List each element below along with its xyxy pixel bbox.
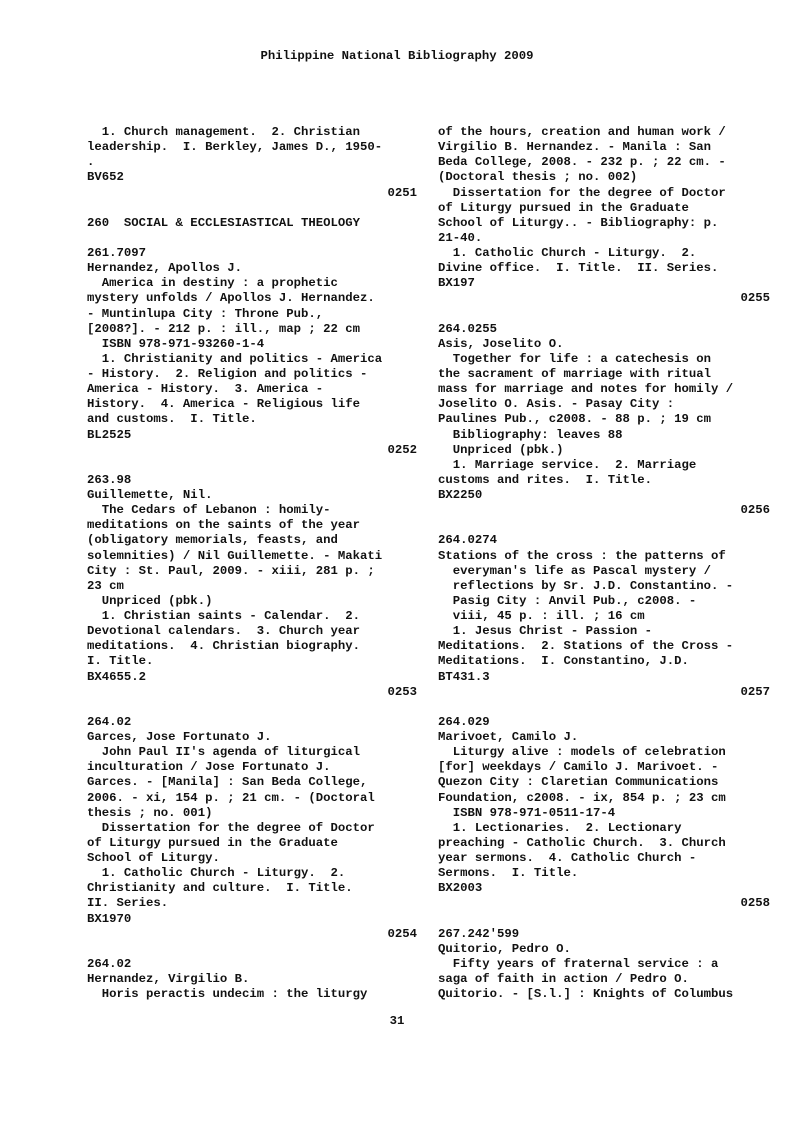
entry-line: leadership. I. Berkley, James D., 1950- bbox=[87, 140, 383, 155]
entry-line: Quitorio, Pedro O. bbox=[438, 941, 571, 956]
entry-number: 0251 bbox=[387, 185, 417, 200]
entry-line: Marivoet, Camilo J. bbox=[438, 730, 579, 744]
spacer-line bbox=[438, 700, 770, 715]
entry-line: 1. Christian saints - Calendar. 2. bbox=[87, 609, 361, 623]
entry-line: reflections by Sr. J.D. Constantino. - bbox=[438, 578, 734, 593]
entry-line: The Cedars of Lebanon : homily- bbox=[87, 503, 331, 518]
entry-line: everyman's life as Pascal mystery / bbox=[438, 563, 712, 578]
entry-line: Bibliography: leaves 88 bbox=[438, 427, 623, 442]
entry-line: and customs. I. Title. bbox=[87, 412, 257, 427]
entry-line: thesis ; no. 001) bbox=[87, 805, 213, 820]
page-number: 31 bbox=[389, 1014, 405, 1028]
entry-line: Stations of the cross : the patterns of bbox=[438, 548, 726, 563]
entry-line: of the hours, creation and human work / bbox=[438, 125, 726, 139]
entry-line: preaching - Catholic Church. 3. Church bbox=[438, 835, 726, 850]
entry-line: [for] weekdays / Camilo J. Marivoet. - bbox=[438, 760, 719, 775]
entry-line: II. Series. bbox=[87, 896, 169, 911]
entry-line: ISBN 978-971-0511-17-4 bbox=[438, 805, 616, 820]
spacer-line bbox=[438, 912, 770, 927]
entry-line: of Liturgy pursued in the Graduate bbox=[87, 835, 338, 850]
entry-line: Dissertation for the degree of Doctor bbox=[87, 820, 375, 835]
entry-line: Dissertation for the degree of Doctor bbox=[438, 185, 726, 200]
entry-line: meditations on the saints of the year bbox=[87, 518, 361, 533]
entry-line: America in destiny : a prophetic bbox=[87, 276, 338, 291]
entry-line: John Paul II's agenda of liturgical bbox=[87, 745, 361, 760]
entry-line: 23 cm bbox=[87, 578, 124, 593]
entry-line: I. Title. bbox=[87, 654, 154, 669]
entry-line: BX2003 bbox=[438, 881, 483, 896]
entry-line: - History. 2. Religion and politics - bbox=[87, 367, 368, 381]
entry-number: 0258 bbox=[740, 896, 770, 911]
entry-line: Pasig City : Anvil Pub., c2008. - bbox=[438, 593, 697, 608]
entry-line: BX4655.2 bbox=[87, 669, 147, 684]
entry-line: 1. Christianity and politics - America bbox=[87, 351, 383, 366]
entry-line: saga of faith in action / Pedro O. bbox=[438, 972, 689, 986]
spacer-line bbox=[438, 307, 770, 322]
entry-line: Horis peractis undecim : the liturgy bbox=[87, 987, 368, 1002]
entry-line: Together for life : a catechesis on bbox=[438, 351, 712, 366]
entry-number: 0252 bbox=[387, 442, 417, 457]
entry-line: BX1970 bbox=[87, 911, 132, 926]
spacer-line bbox=[87, 458, 417, 473]
entry-line: 264.0274 bbox=[438, 533, 498, 548]
entry-line: solemnities) / Nil Guillemette. - Makati bbox=[87, 548, 383, 563]
entry-line: 264.02 bbox=[87, 714, 132, 729]
entry-line: BL2525 bbox=[87, 427, 132, 442]
entry-line: Virgilio B. Hernandez. - Manila : San bbox=[438, 140, 712, 155]
entry-line: Meditations. 2. Stations of the Cross - bbox=[438, 639, 734, 654]
left-column bbox=[87, 125, 417, 1002]
entry-line: - Muntinlupa City : Throne Pub., bbox=[87, 306, 324, 321]
entry-line: [2008?]. - 212 p. : ill., map ; 22 cm bbox=[87, 321, 361, 336]
entry-line: the sacrament of marriage with ritual bbox=[438, 367, 712, 381]
entry-line: 1. Catholic Church - Liturgy. 2. bbox=[87, 866, 346, 881]
entry-line: Hernandez, Apollos J. bbox=[87, 261, 242, 276]
entry-line: Foundation, c2008. - ix, 854 p. ; 23 cm bbox=[438, 790, 726, 805]
entry-line: 21-40. bbox=[438, 230, 483, 245]
entry-number: 0257 bbox=[740, 684, 770, 699]
entry-line: Asis, Joselito O. bbox=[438, 336, 564, 351]
entry-line: Paulines Pub., c2008. - 88 p. ; 19 cm bbox=[438, 412, 712, 427]
right-column bbox=[438, 125, 770, 1002]
entry-line: mystery unfolds / Apollos J. Hernandez. bbox=[87, 291, 375, 306]
entry-line: 267.242'599 bbox=[438, 926, 520, 941]
entry-line: (obligatory memorials, feasts, and bbox=[87, 533, 338, 548]
entry-line: year sermons. 4. Catholic Church - bbox=[438, 851, 697, 865]
entry-number: 0253 bbox=[387, 684, 417, 699]
entry-line: Christianity and culture. I. Title. bbox=[87, 881, 353, 896]
entry-number: 0255 bbox=[740, 291, 770, 306]
spacer-line bbox=[87, 700, 417, 715]
entry-line: viii, 45 p. : ill. ; 16 cm bbox=[438, 609, 645, 623]
entry-line: School of Liturgy. bbox=[87, 851, 220, 865]
entry-line: City : St. Paul, 2009. - xiii, 281 p. ; bbox=[87, 563, 375, 578]
entry-number: 0254 bbox=[387, 926, 417, 941]
entry-line: 1. Marriage service. 2. Marriage bbox=[438, 457, 697, 472]
entry-line: (Doctoral thesis ; no. 002) bbox=[438, 170, 638, 185]
spacer-line bbox=[87, 201, 417, 216]
entry-line: 1. Church management. 2. Christian bbox=[87, 125, 361, 139]
entry-line: of Liturgy pursued in the Graduate bbox=[438, 200, 689, 215]
entry-line: School of Liturgy.. - Bibliography: p. bbox=[438, 215, 719, 230]
spacer-line bbox=[438, 518, 770, 533]
entry-line: 261.7097 bbox=[87, 246, 147, 260]
entry-line: BX2250 bbox=[438, 488, 483, 502]
entry-line: ISBN 978-971-93260-1-4 bbox=[87, 336, 265, 351]
entry-line: 1. Lectionaries. 2. Lectionary bbox=[438, 820, 682, 835]
entry-line: Garces, Jose Fortunato J. bbox=[87, 730, 272, 744]
entry-line: Liturgy alive : models of celebration bbox=[438, 745, 726, 760]
entry-line: Quitorio. - [S.l.] : Knights of Columbus bbox=[438, 987, 734, 1002]
entry-line: Meditations. I. Constantino, J.D. bbox=[438, 654, 689, 669]
entry-line: 2006. - xi, 154 p. ; 21 cm. - (Doctoral bbox=[87, 790, 375, 805]
entry-line: 1. Catholic Church - Liturgy. 2. bbox=[438, 246, 697, 260]
entry-line: customs and rites. I. Title. bbox=[438, 472, 653, 487]
entry-line: BV652 bbox=[87, 170, 124, 185]
entry-line: 1. Jesus Christ - Passion - bbox=[438, 624, 653, 639]
entry-line: BT431.3 bbox=[438, 669, 490, 684]
entry-line: 264.02 bbox=[87, 956, 132, 971]
entry-line: 264.0255 bbox=[438, 321, 498, 336]
entry-line: Sermons. I. Title. bbox=[438, 866, 579, 881]
entry-line: 263.98 bbox=[87, 472, 132, 487]
entry-line: 264.029 bbox=[438, 714, 490, 729]
entry-line: Beda College, 2008. - 232 p. ; 22 cm. - bbox=[438, 155, 726, 170]
spacer-line bbox=[87, 942, 417, 957]
entry-line: Guillemette, Nil. bbox=[87, 488, 213, 502]
entry-line: Quezon City : Claretian Communications bbox=[438, 775, 719, 790]
entry-line: Devotional calendars. 3. Church year bbox=[87, 624, 361, 639]
entry-line: Fifty years of fraternal service : a bbox=[438, 956, 719, 971]
entry-line: Unpriced (pbk.) bbox=[87, 593, 213, 608]
entry-line: Unpriced (pbk.) bbox=[438, 442, 564, 457]
entry-line: meditations. 4. Christian biography. bbox=[87, 639, 361, 654]
entry-line: America - History. 3. America - bbox=[87, 382, 324, 397]
entry-line: Garces. - [Manila] : San Beda College, bbox=[87, 775, 368, 790]
entry-line: Divine office. I. Title. II. Series. bbox=[438, 261, 719, 276]
entry-number: 0256 bbox=[740, 503, 770, 518]
entry-line: inculturation / Jose Fortunato J. bbox=[87, 760, 331, 775]
entry-line: BX197 bbox=[438, 276, 475, 291]
entry-line: History. 4. America - Religious life bbox=[87, 397, 361, 412]
spacer-line bbox=[87, 231, 417, 246]
running-header: Philippine National Bibliography 2009 bbox=[260, 49, 534, 63]
entry-line: Hernandez, Virgilio B. bbox=[87, 972, 250, 986]
entry-line: mass for marriage and notes for homily / bbox=[438, 382, 734, 397]
entry-line: Joselito O. Asis. - Pasay City : bbox=[438, 397, 675, 412]
entry-line: 260 SOCIAL & ECCLESIASTICAL THEOLOGY bbox=[87, 215, 361, 230]
entry-line: . bbox=[87, 155, 95, 170]
